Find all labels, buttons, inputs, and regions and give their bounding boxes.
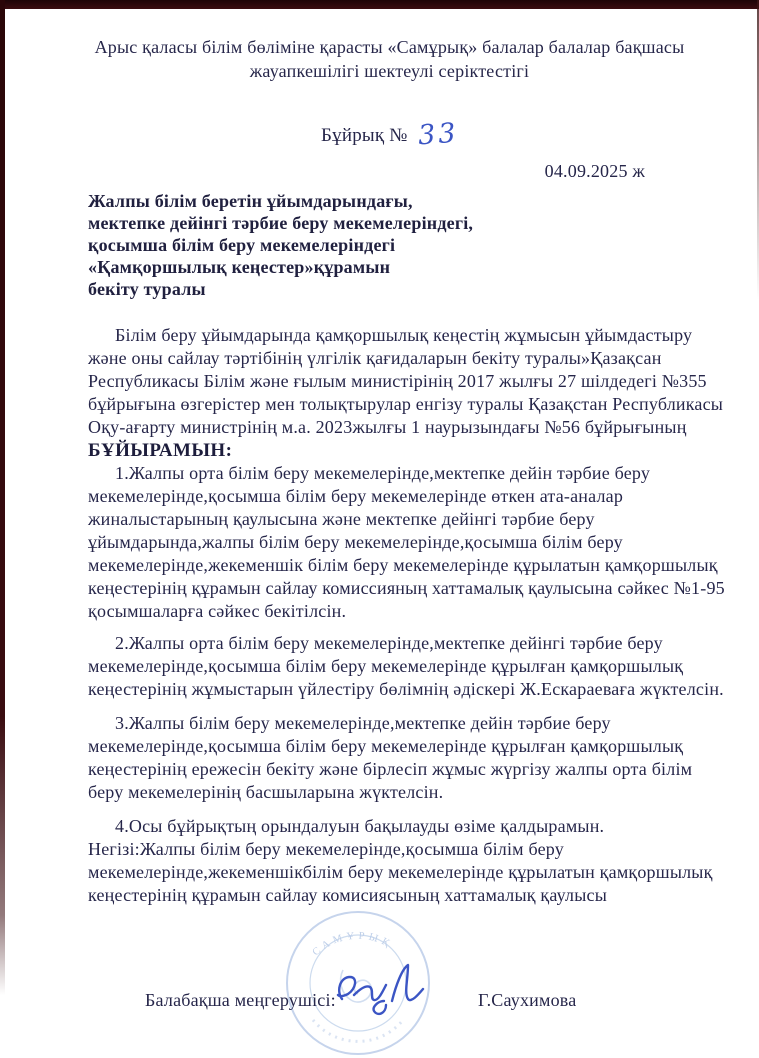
text-line: Білім беру ұйымдарында қамқоршылық кеңестің жұмысын ұйымдастыру: [115, 325, 693, 345]
text-line: 3.Жалпы білім беру мекемелерінде,мектепке дейін тәрбие беру: [115, 713, 611, 733]
text-line: бұйрығына өзгерістер мен толықтырулар енгізу туралы Қазақстан Республикасы: [88, 394, 724, 414]
text-line: беру мекемелерінің басшыларына жүктелсін.: [88, 782, 444, 802]
text-line: Оқу-ағарту министрінің м.а. 2023жылғы 1 наурызындағы №56 бұйрығының: [88, 417, 687, 437]
text-line: қосымшаларға сәйкес бекітілсін.: [88, 601, 347, 621]
order-date: 04.09.2025 ж: [544, 161, 645, 181]
text-line: қосымша білім беру мекемелеріндегі: [88, 235, 396, 255]
basis-paragraph: [88, 838, 715, 907]
text-line: Республикасы Білім және ғылым министірінің 2017 жылғы 27 шілдедегі №355: [88, 371, 707, 391]
text-line: жиналыстарының қаулысына және мектепке дейінгі тәрбие беру: [88, 509, 595, 529]
signature-row: [88, 943, 715, 1053]
stamp-arc-text: САМҰРЫҚ: [310, 930, 395, 959]
text-line: және оны сайлау тәртібінің үлгілік қағидаларын бекіту туралы»Қазақсан: [88, 348, 662, 368]
order-item-4: [88, 815, 715, 838]
text-line: Жалпы білім беретін ұйымдарындағы,: [88, 191, 413, 211]
document-page: [88, 0, 725, 1053]
text-line: мекемелерінде,қосымша білім беру мекемелерінде құрылған қамқоршылық: [88, 656, 684, 676]
text-line: 2.Жалпы орта білім беру мекемелерінде,мектепке дейінгі тәрбие беру: [115, 633, 663, 653]
order-label: Бұйрық №: [321, 125, 408, 146]
text-line: мекемелерінде,жекеменшік білім беру мекемелерінде құрылатын қамқоршылық: [88, 555, 718, 575]
resolve-heading: БҰЙЫРАМЫН:: [88, 440, 233, 461]
text-line: мекемелерінде,қосымша білім беру мекемелерінде құрылған қамқоршылық: [88, 736, 684, 756]
text-line: кеңестерінің құрамын сайлау комиссияның хаттамалық қаулысына сәйкес №1-95: [88, 578, 725, 598]
signer-role-label: Балабақша меңгерушісі:: [145, 990, 336, 1010]
scan-edge-top: [0, 0, 759, 9]
signature-handwriting: [320, 957, 430, 1027]
text-line: 1.Жалпы орта білім беру мекемелерінде,мектепке дейін тәрбие беру: [115, 463, 651, 483]
text-line: ұйымдарында,жалпы білім беру мекемелерінде,қосымша білім беру: [88, 532, 623, 552]
text-line: кеңестерінің ережесін бекіту және бірлесіп жұмыс жүргізу жалпы орта білім: [88, 759, 693, 779]
org-name-line2: жауапкешілігі шектеулі серіктестігі: [249, 60, 530, 81]
text-line: Негізі:Жалпы білім беру мекемелерінде,қосымша білім беру: [88, 839, 564, 859]
order-item-3: [88, 712, 715, 804]
scan-edge-left: [0, 0, 5, 995]
text-line: 4.Осы бұйрықтың орындалуын бақылауды өзіме қалдырамын.: [115, 816, 605, 836]
organization-header: [88, 36, 691, 83]
order-number-handwritten: 33: [416, 117, 460, 152]
signer-name: Г.Саухимова: [478, 990, 577, 1010]
text-line: кеңестерінің құрамын сайлау комисиясының хаттамалық қаулысы: [88, 885, 608, 905]
order-item-1: [88, 462, 725, 623]
preamble-paragraph: [88, 324, 724, 439]
subject-block: [88, 190, 715, 300]
text-line: кеңестерінің жұмыстарын үйлестіру бөлімнің әдіскері Ж.Ескараеваға жүктелсін.: [88, 679, 724, 699]
order-title: [88, 117, 691, 152]
text-line: мекемелерінде,жекеменшікбілім беру мекемелерінде құрылатын қамқоршылық: [88, 862, 713, 882]
text-line: мектепке дейінгі тәрбие беру мекемелеріндегі,: [88, 213, 474, 233]
order-item-2: [88, 632, 724, 701]
text-line: «Қамқоршылық кеңестер»құрамын: [88, 257, 391, 277]
text-line: мекемелерінде,қосымша білім беру мекемелерінде өткен ата-аналар: [88, 486, 624, 506]
org-name-line1: Арыс қаласы білім бөліміне қарасты «Самұрық» балалар балалар бақшасы: [94, 37, 685, 57]
text-line: бекіту туралы: [88, 279, 206, 299]
